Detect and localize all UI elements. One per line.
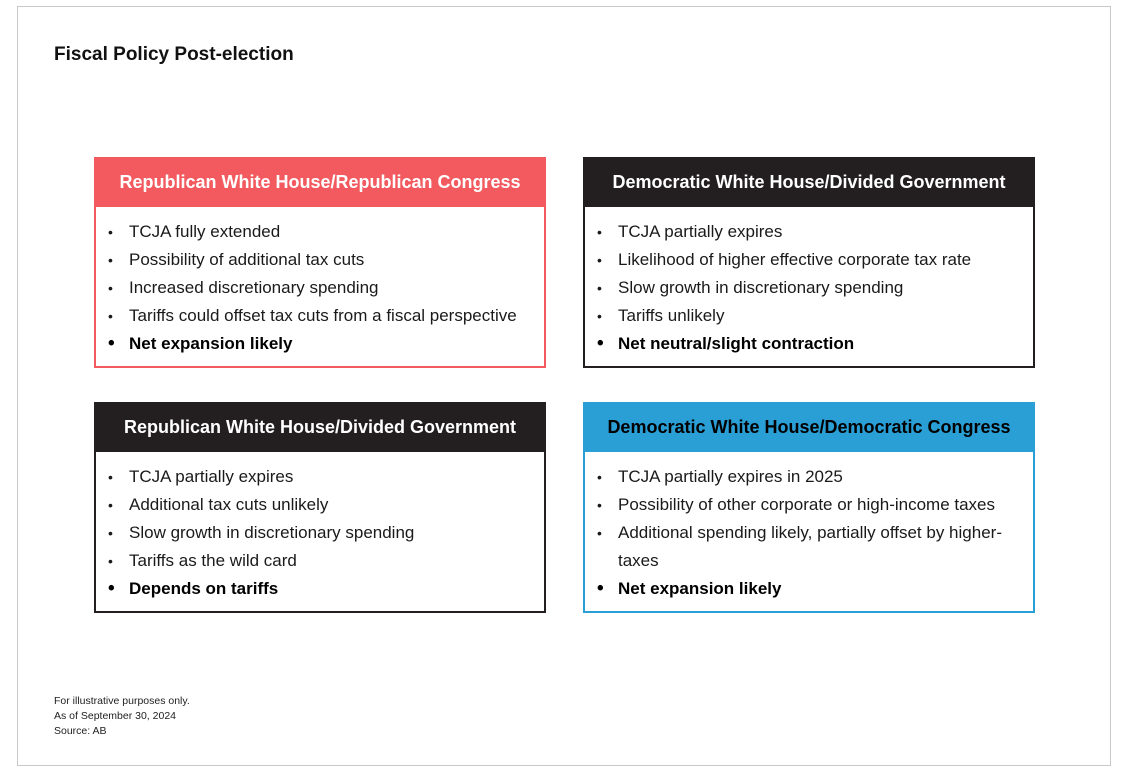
scenario-list bbox=[585, 207, 1033, 358]
footnote-disclaimer: For illustrative purposes only. bbox=[54, 695, 190, 707]
scenario-conclusion: • Net expansion likely bbox=[597, 575, 1033, 603]
scenario-item: • Tariffs unlikely bbox=[597, 302, 1033, 330]
scenario-box-republican-republican bbox=[94, 157, 546, 368]
scenario-item: • Likelihood of higher effective corporate tax rate bbox=[597, 246, 1033, 274]
footnotes bbox=[54, 694, 190, 739]
scenario-box-republican-divided bbox=[94, 402, 546, 613]
scenario-header: Democratic White House/Divided Government bbox=[585, 159, 1033, 207]
scenario-list bbox=[96, 207, 544, 358]
scenario-item: • Possibility of additional tax cuts bbox=[108, 246, 544, 274]
scenario-box-democratic-democratic bbox=[583, 402, 1035, 613]
scenario-conclusion: • Net expansion likely bbox=[108, 330, 544, 358]
scenario-conclusion: • Net neutral/slight contraction bbox=[597, 330, 1033, 358]
scenario-conclusion: • Depends on tariffs bbox=[108, 575, 544, 603]
scenario-item: • Tariffs as the wild card bbox=[108, 547, 544, 575]
scenario-item: • TCJA partially expires bbox=[597, 218, 1033, 246]
figure-frame bbox=[17, 6, 1111, 766]
footnote-source: Source: AB bbox=[54, 725, 107, 737]
scenario-item: • TCJA partially expires bbox=[108, 463, 544, 491]
scenario-item: • TCJA partially expires in 2025 bbox=[597, 463, 1033, 491]
scenario-item: • TCJA fully extended bbox=[108, 218, 544, 246]
figure-title: Fiscal Policy Post-election bbox=[54, 44, 294, 65]
scenario-header: Democratic White House/Democratic Congress bbox=[585, 404, 1033, 452]
scenario-list bbox=[96, 452, 544, 603]
scenario-box-democratic-divided bbox=[583, 157, 1035, 368]
scenario-item: • Additional spending likely, partially offset by higher-taxes bbox=[597, 519, 1033, 575]
scenario-item: • Slow growth in discretionary spending bbox=[108, 519, 544, 547]
scenario-item: • Slow growth in discretionary spending bbox=[597, 274, 1033, 302]
scenario-list bbox=[585, 452, 1033, 603]
scenario-item: • Possibility of other corporate or high-income taxes bbox=[597, 491, 1033, 519]
scenario-item: • Increased discretionary spending bbox=[108, 274, 544, 302]
scenario-header: Republican White House/Divided Government bbox=[96, 404, 544, 452]
footnote-date: As of September 30, 2024 bbox=[54, 710, 176, 722]
scenario-item: • Tariffs could offset tax cuts from a fiscal perspective bbox=[108, 302, 544, 330]
scenario-item: • Additional tax cuts unlikely bbox=[108, 491, 544, 519]
scenario-header: Republican White House/Republican Congress bbox=[96, 159, 544, 207]
